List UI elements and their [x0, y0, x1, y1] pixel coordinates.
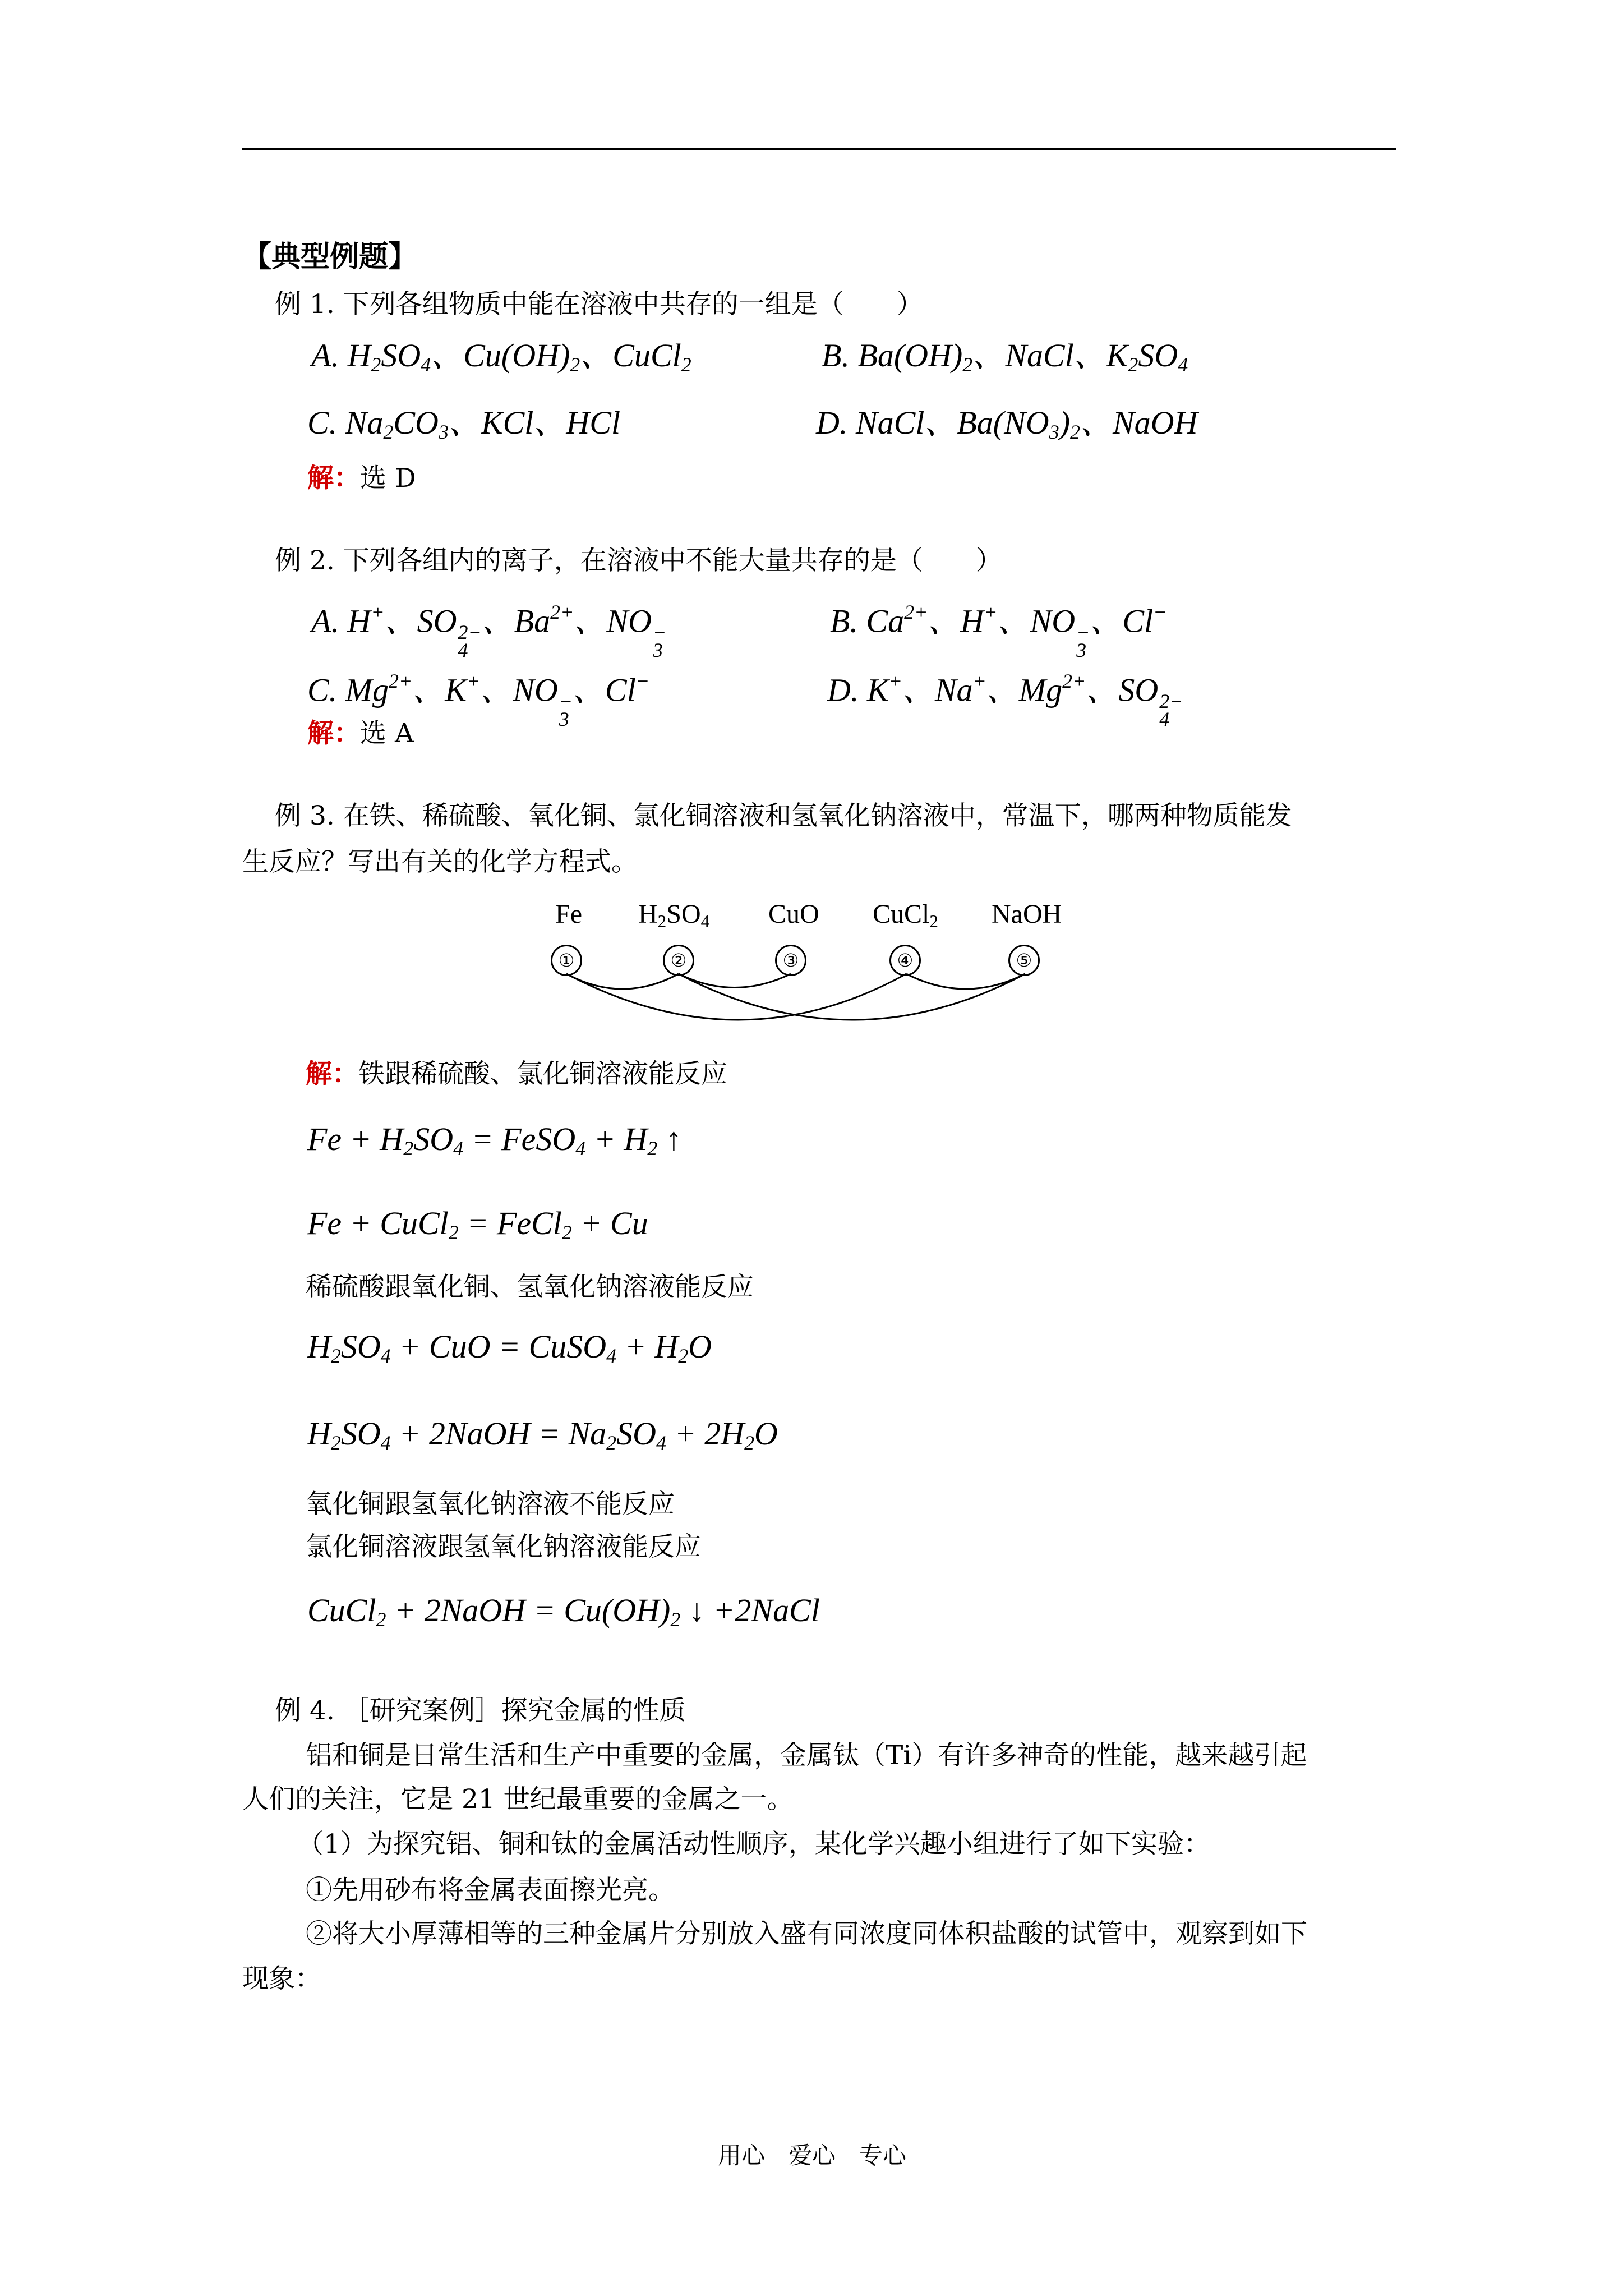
- ex1-answer-text: 选 D: [360, 463, 416, 494]
- ex4-para1-line2: 人们的关注，它是 21 世纪最重要的金属之一。: [242, 1784, 794, 1815]
- ex2-option-c: C. $Mg^{2+}$、K+、NO − 3 、Cl−: [307, 670, 650, 731]
- section-heading: 【典型例题】: [242, 240, 418, 274]
- ex3-text-acid: 稀硫酸跟氧化铜、氢氧化钠溶液能反应: [306, 1272, 754, 1303]
- ex4-step2-line2: 现象：: [242, 1963, 321, 1994]
- ex2-question: 例 2. 下列各组内的离子，在溶液中不能大量共存的是（ ）: [275, 545, 1002, 576]
- ex2-option-d: D. K+、Na+、$Mg^{2+}$、SO 2− 4: [827, 670, 1183, 731]
- header-rule: [242, 148, 1396, 150]
- ex3-question-line1: 例 3. 在铁、稀硫酸、氧化铜、氯化铜溶液和氢氧化钠溶液中，常温下，哪两种物质能发: [275, 800, 1292, 831]
- equation-cucl2-naoh: CuCl$_2$ + 2NaOH = $Cu(OH)_2$ ↓ +2NaCl: [307, 1592, 820, 1631]
- node-label-fe: Fe: [555, 899, 582, 929]
- ex2-option-b: B. $Ca^{2+}$、H+、NO − 3 、Cl−: [830, 601, 1167, 662]
- node-number-4: ④: [889, 945, 921, 976]
- ex4-para1-line1: 铝和铜是日常生活和生产中重要的金属，金属钛（Ti）有许多神奇的性能，越来越引起: [306, 1740, 1307, 1771]
- ex2-answer: [307, 717, 414, 751]
- node-label-cuo: CuO: [768, 899, 819, 929]
- node-label-h2so4: $H_2SO_4$: [638, 899, 710, 931]
- equation-fe-cucl2: Fe + CuCl$_2$ = FeCl$_2$ + Cu: [307, 1205, 648, 1244]
- ex3-text-cucl2: 氯化铜溶液跟氢氧化钠溶液能反应: [306, 1531, 701, 1562]
- ex1-option-c-letter: C.: [307, 404, 338, 441]
- ex4-title: 例 4. ［研究案例］探究金属的性质: [275, 1695, 686, 1726]
- ex3-answer: [306, 1057, 727, 1091]
- equation-h2so4-naoh: $H_2SO_4$ + 2NaOH = $Na_2SO_4 + 2H_2O$: [307, 1415, 778, 1454]
- ex1-answer: [307, 462, 416, 495]
- ex1-option-b-letter: B.: [822, 337, 850, 374]
- ex3-answer-intro: 铁跟稀硫酸、氯化铜溶液能反应: [358, 1059, 727, 1089]
- reaction-diagram: [538, 898, 1088, 1043]
- node-number-3: ③: [775, 945, 806, 976]
- equation-h2so4-cuo: $H_2SO_4$ + CuO = CuSO$_4$ + $H_2O$: [307, 1328, 712, 1367]
- ex3-text-no-reaction: 氧化铜跟氢氧化钠溶液不能反应: [306, 1489, 675, 1520]
- ex1-option-d: D. NaCl、$Ba(NO_3)_2$、NaOH: [816, 404, 1198, 443]
- ex3-answer-label: 解：: [306, 1059, 358, 1089]
- link-cucl2-naoh: [906, 974, 1025, 989]
- ex1-option-d-letter: D.: [816, 404, 848, 441]
- ex3-question-line2: 生反应？写出有关的化学方程式。: [242, 846, 638, 877]
- ex4-step1: ①先用砂布将金属表面擦光亮。: [306, 1875, 675, 1906]
- node-number-2: ②: [663, 945, 694, 976]
- reaction-links: [538, 898, 1088, 1043]
- ex1-question: 例 1. 下列各组物质中能在溶液中共存的一组是（ ）: [275, 289, 923, 320]
- ex1-answer-label: 解：: [307, 463, 360, 494]
- ex1-option-a: A. $H_2SO_4$、$Cu(OH)_2$、CuCl$_2$: [311, 337, 691, 376]
- ex2-answer-text: 选 A: [360, 718, 414, 749]
- node-number-5: ⑤: [1008, 945, 1040, 976]
- link-fe-cucl2: [566, 974, 906, 1020]
- link-h2so4-cuo: [679, 974, 791, 988]
- node-number-1: ①: [551, 945, 582, 976]
- ex1-option-a-letter: A.: [311, 337, 339, 374]
- ex2-option-a: A. H+、SO 2− 4 、$Ba^{2+}$、NO − 3: [311, 601, 667, 662]
- node-label-cucl2: CuCl$_2$: [873, 899, 938, 931]
- ex4-step2-line1: ②将大小厚薄相等的三种金属片分别放入盛有同浓度同体积盐酸的试管中，观察到如下: [306, 1918, 1307, 1949]
- ex4-item1: （1）为探究铝、铜和钛的金属活动性顺序，某化学兴趣小组进行了如下实验：: [297, 1829, 1210, 1860]
- ex1-option-b: B. $Ba(OH)_2$、NaCl、$K_2SO_4$: [822, 337, 1188, 376]
- link-h2so4-naoh: [679, 974, 1025, 1020]
- equation-fe-h2so4: $Fe + H_2SO_4$ = FeSO$_4$ + $H_2$ ↑: [307, 1121, 682, 1159]
- node-label-naoh: NaOH: [992, 899, 1062, 929]
- page-footer: 用心 爱心 专心: [718, 2142, 907, 2169]
- ex1-option-c: C. $Na_2CO_3$、KCl、HCl: [307, 404, 621, 443]
- ex2-answer-label: 解：: [307, 718, 360, 749]
